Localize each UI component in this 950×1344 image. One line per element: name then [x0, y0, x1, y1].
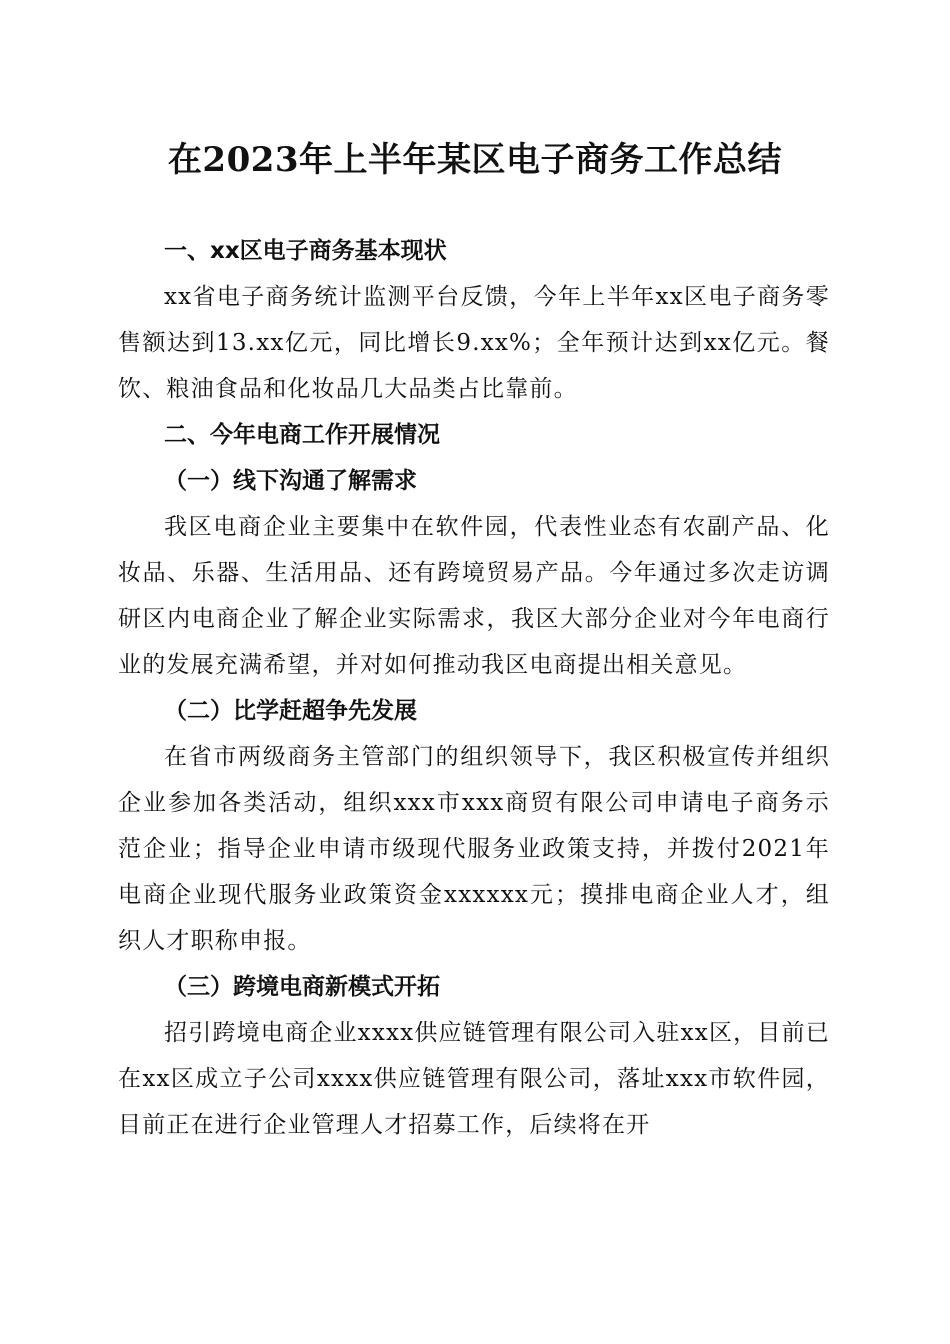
section-paragraph-current-status: xx省电子商务统计监测平台反馈，今年上半年xx区电子商务零售额达到13.xx亿元，同比增长9.xx%；全年预计达到xx亿元。餐饮、粮油食品和化妆品几大品类占比靠前。: [118, 284, 830, 402]
section-heading-work-progress: 二、今年电商工作开展情况: [164, 422, 440, 448]
subsection-heading-competitive-development: （二）比学赶超争先发展: [164, 697, 417, 724]
subsection-paragraph-competitive-development: 在省市两级商务主管部门的组织领导下，我区积极宣传并组织企业参加各类活动，组织xxx市xxx商贸有限公司申请电子商务示范企业；指导企业申请市级现代服务业政策支持，并拨付2021年电商企业现代服务业政策资金xxxxxx元；摸排电商企业人才，组织人才职称申报。: [118, 744, 830, 954]
section-heading-current-status: 一、xx区电子商务基本现状: [164, 238, 447, 264]
subsection-heading-cross-border-ecommerce: （三）跨境电商新模式开拓: [164, 973, 440, 1000]
subsection-paragraph-offline-communication: 我区电商企业主要集中在软件园，代表性业态有农副产品、化妆品、乐器、生活用品、还有跨境贸易产品。今年通过多次走访调研区内电商企业了解企业实际需求，我区大部分企业对今年电商行业的发展充满希望，并对如何推动我区电商提出相关意见。: [118, 514, 830, 678]
subsection-paragraph-cross-border-ecommerce: 招引跨境电商企业xxxx供应链管理有限公司入驻xx区，目前已在xx区成立子公司xxxx供应链管理有限公司，落址xxx市软件园，目前正在进行企业管理人才招募工作，后续将在开: [118, 1020, 830, 1138]
document-title: 在2023年上半年某区电子商务工作总结: [167, 140, 783, 180]
document-body: [118, 228, 830, 1148]
subsection-heading-offline-communication: （一）线下沟通了解需求: [164, 467, 417, 494]
